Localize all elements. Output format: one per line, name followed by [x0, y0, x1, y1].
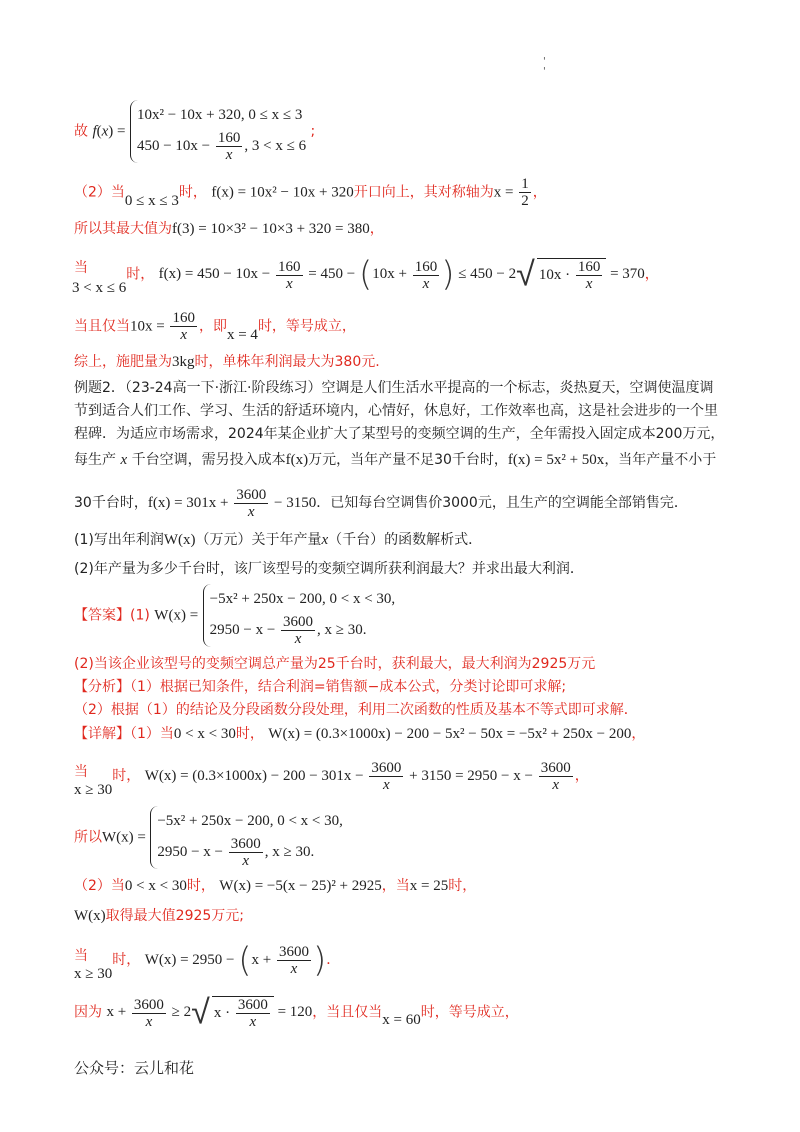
text: 故	[74, 123, 88, 140]
max-value-line: 所以其最大值为f(3) = 10×3² − 10×3 + 320 = 380，	[74, 221, 384, 237]
piecewise-fx-line: 故 f(x) = 10x² − 10x + 320, 0 ≤ x ≤ 3 450 − 10x − $\frac{160}{x}$ , 3 < x ≤ 6 ;	[74, 100, 740, 163]
stray-mark-2: '	[543, 66, 546, 77]
piecewise-cases: −5x² + 250x − 200, 0 < x < 30, 2950 − x − $\frac{3600}{x}$ , x ≥ 30.	[150, 806, 343, 869]
inequality-line: 当3 < x ≤ 6时， f(x) = 450 − 10x − $\frac{160}{x}$ = 450 − (10x + $\frac{160}{x}$ ) ≤ 450 − 2√ 10x · $\frac{160}{x}$ = 370，	[72, 255, 659, 297]
example-title: 例题2．（23-24高一下·浙江·阶段练习）空调是人们生活水平提高的一个标志，炎热夏天，空调使温度调	[74, 380, 714, 396]
analysis-1: 【分析】（1）根据已知条件，结合利润=销售额−成本公式，分类讨论即可求解;	[74, 679, 567, 695]
analysis-2: （2）根据（1）的结论及分段函数分段处理，利用二次函数的性质及基本不等式即可求解．	[74, 702, 638, 718]
conclusion-line: 综上，施肥量为3kg时，单株年利润最大为380元.	[74, 354, 380, 370]
part2-line: （2）当0 ≤ x ≤ 3时， f(x) = 10x² − 10x + 320开口向上，其对称轴为x = $\frac{1}{2}$ ，	[74, 176, 547, 209]
paragraph-line: 程碑．为适应市场需求，2024年某企业扩大了某型号的变频空调的生产，全年需投入固定成本200万元，	[74, 426, 725, 442]
answer-tag: 【答案】	[74, 607, 130, 624]
detail-1: 【详解】（1）当0 < x < 30时， W(x) = (0.3×1000x) − 200 − 5x² − 50x = −5x² + 250x − 200，	[74, 726, 646, 742]
detail-3: 所以W(x) = −5x² + 250x − 200, 0 < x < 30, 2950 − x − $\frac{3600}{x}$ , x ≥ 30.	[74, 806, 740, 869]
question-2: (2)年产量为多少千台时，该厂该型号的变频空调所获利润最大？并求出最大利润．	[74, 561, 584, 577]
footer-wechat: 公众号：云儿和花	[74, 1059, 195, 1077]
case-1: 10x² − 10x + 320, 0 ≤ x ≤ 3	[136, 107, 303, 123]
piecewise-cases	[130, 100, 306, 163]
case-2: 450 − 10x − $\frac{160}{x}$ , 3 < x ≤ 6	[136, 130, 307, 163]
detail-4: （2）当0 < x < 30时， W(x) = −5(x − 25)² + 2925，当x = 25时，	[74, 878, 477, 894]
stray-mark-1: '	[543, 56, 546, 67]
detail-2: 当x ≥ 30时， W(x) = (0.3×1000x) − 200 − 301x − $\frac{3600}{x}$ + 3150 = 2950 − x − $\frac{3600}{x}$ ，	[74, 760, 589, 798]
stray-marks	[543, 57, 546, 77]
answer-2: (2)当该企业该型号的变频空调总产量为25千台时，获利最大，最大利润为2925万元	[74, 656, 596, 672]
detail-6: 当x ≥ 30时， W(x) = 2950 − (x + $\frac{3600}{x}$ )．	[74, 940, 341, 982]
question-1: (1)写出年利润W(x)（万元）关于年产量x（千台）的函数解析式．	[74, 532, 483, 548]
detail-5: W(x)取得最大值2925万元;	[74, 908, 245, 924]
text: ;	[310, 123, 316, 140]
equality-line: 当且仅当10x = $\frac{160}{x}$ ，即x = 4时，等号成立，	[74, 310, 356, 343]
paragraph-line: 节到适合人们工作、学习、生活的舒适环境内，心情好，休息好，工作效率也高，这是社会进步的一个里	[74, 403, 718, 419]
paragraph-line: 30千台时，f(x) = 301x + $\frac{3600}{x}$ − 3150．已知每台空调售价3000元，且生产的空调能全部销售完．	[74, 487, 688, 520]
piecewise-cases: −5x² + 250x − 200, 0 < x < 30, 2950 − x − $\frac{3600}{x}$ , x ≥ 30.	[203, 584, 396, 647]
paragraph-line: 每生产 x 千台空调，需另投入成本f(x)万元，当年产量不足30千台时，f(x) = 5x² + 50x，当年产量不小于	[74, 452, 717, 468]
answer-block: 【答案】(1) W(x) = −5x² + 250x − 200, 0 < x < 30, 2950 − x − $\frac{3600}{x}$ , x ≥ 30.	[74, 584, 740, 647]
detail-7: 因为 x + $\frac{3600}{x}$ ≥ 2√ x · $\frac{3600}{x}$ = 120，当且仅当x = 60时，等号成立，	[74, 993, 519, 1033]
